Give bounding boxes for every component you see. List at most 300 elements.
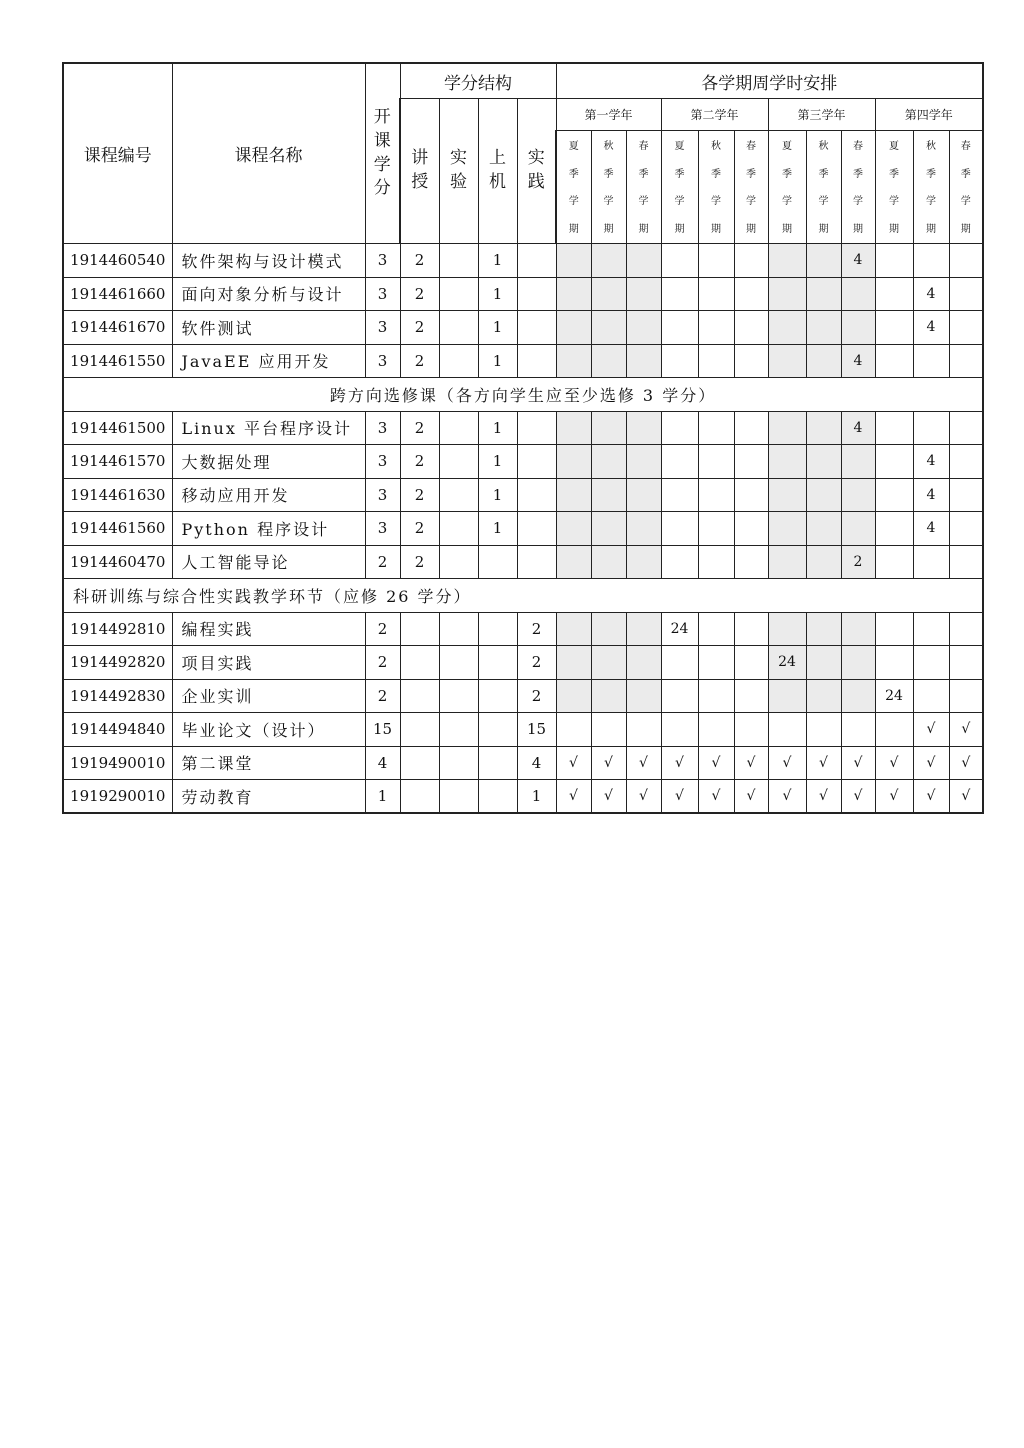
semester-hours [698,478,734,512]
practice-credit: 15 [517,713,556,747]
semester-hours [806,311,841,345]
semester-hours [734,344,768,378]
course-name: Python 程序设计 [172,512,365,546]
header-credits-text: 开课学分 [373,106,391,199]
lab-credit [439,545,478,579]
semester-hours: √ [734,746,768,780]
course-name: 劳动教育 [172,780,365,814]
table-row [63,311,983,345]
course-credit: 2 [365,612,400,646]
table-row [63,478,983,512]
lab-credit [439,512,478,546]
header-lecture-text: 讲授 [411,148,429,192]
course-name: 项目实践 [172,646,365,680]
semester-hours [875,713,913,747]
practice-credit: 1 [517,780,556,814]
course-credit: 3 [365,311,400,345]
semester-hours [875,277,913,311]
header-schedule: 各学期周学时安排 [556,63,983,99]
header-semester-text: 秋季学期 [818,141,829,235]
semester-hours [806,612,841,646]
course-credit: 3 [365,244,400,278]
course-schedule-table [62,62,984,814]
course-code: 1914492820 [63,646,172,680]
semester-hours: √ [556,780,591,814]
lab-credit [439,277,478,311]
semester-hours [734,713,768,747]
semester-hours [734,478,768,512]
semester-hours [949,512,983,546]
semester-hours: √ [661,746,698,780]
semester-hours [806,646,841,680]
lecture-credit [400,679,439,713]
semester-hours: √ [913,746,949,780]
semester-hours: √ [841,780,875,814]
course-code: 1914461550 [63,344,172,378]
table-header [63,63,983,244]
semester-hours [768,277,806,311]
header-credits [365,63,400,244]
semester-hours [698,411,734,445]
semester-hours [949,411,983,445]
header-semester-8 [806,131,841,244]
semester-hours [806,445,841,479]
header-course-code: 课程编号 [63,63,172,244]
course-code: 1914460470 [63,545,172,579]
table-row [63,679,983,713]
semester-hours: √ [949,746,983,780]
semester-hours [734,612,768,646]
semester-hours [626,679,661,713]
course-credit: 2 [365,679,400,713]
course-code: 1914461500 [63,411,172,445]
semester-hours [698,713,734,747]
table-row [63,244,983,278]
lecture-credit [400,646,439,680]
table-row [63,612,983,646]
course-code: 1914492810 [63,612,172,646]
semester-hours [913,545,949,579]
table-row [63,646,983,680]
course-name: 大数据处理 [172,445,365,479]
header-semester-10 [875,131,913,244]
semester-hours [661,545,698,579]
semester-hours [875,646,913,680]
semester-hours: √ [734,780,768,814]
semester-hours [626,411,661,445]
section-title: 科研训练与综合性实践教学环节（应修 26 学分） [63,579,983,613]
course-code: 1914460540 [63,244,172,278]
semester-hours [591,713,626,747]
header-semester-1 [556,131,591,244]
header-semester-text: 秋季学期 [926,141,936,235]
semester-hours [875,478,913,512]
semester-hours [661,646,698,680]
semester-hours [556,445,591,479]
semester-hours [768,545,806,579]
semester-hours [806,344,841,378]
semester-hours: √ [698,780,734,814]
course-credit: 3 [365,478,400,512]
semester-hours [768,344,806,378]
semester-hours [661,244,698,278]
semester-hours [626,478,661,512]
semester-hours: √ [806,746,841,780]
semester-hours [768,679,806,713]
semester-hours [661,411,698,445]
semester-hours [913,244,949,278]
semester-hours [949,277,983,311]
semester-hours [841,612,875,646]
semester-hours [626,311,661,345]
practice-credit: 4 [517,746,556,780]
computer-credit: 1 [478,411,517,445]
semester-hours [841,277,875,311]
semester-hours: √ [841,746,875,780]
course-name: 软件测试 [172,311,365,345]
course-credit: 1 [365,780,400,814]
semester-hours [556,311,591,345]
lab-credit [439,344,478,378]
lab-credit [439,713,478,747]
header-year-2: 第二学年 [661,99,768,131]
table-row [63,713,983,747]
semester-hours [734,311,768,345]
semester-hours [949,311,983,345]
lecture-credit [400,612,439,646]
semester-hours [734,277,768,311]
semester-hours [841,512,875,546]
header-semester-text: 春季学期 [638,141,649,235]
lab-credit [439,445,478,479]
computer-credit: 1 [478,244,517,278]
computer-credit: 1 [478,277,517,311]
course-credit: 3 [365,512,400,546]
semester-hours [626,344,661,378]
table-row [63,746,983,780]
section-row [63,579,983,613]
header-semester-text: 春季学期 [746,141,756,235]
semester-hours [698,445,734,479]
course-code: 1914461560 [63,512,172,546]
header-semester-2 [591,131,626,244]
semester-hours: 2 [841,545,875,579]
semester-hours [591,646,626,680]
semester-hours [768,478,806,512]
semester-hours [556,244,591,278]
header-course-name: 课程名称 [172,63,365,244]
lab-credit [439,646,478,680]
semester-hours [661,445,698,479]
practice-credit [517,344,556,378]
semester-hours: √ [806,780,841,814]
lab-credit [439,478,478,512]
header-credit-structure: 学分结构 [400,63,556,99]
computer-credit: 1 [478,512,517,546]
header-semester-text: 春季学期 [853,141,863,235]
lecture-credit: 2 [400,311,439,345]
computer-credit: 1 [478,344,517,378]
table-body [63,244,983,814]
semester-hours [626,244,661,278]
semester-hours [913,646,949,680]
table-row [63,411,983,445]
practice-credit [517,545,556,579]
semester-hours [591,344,626,378]
semester-hours [626,545,661,579]
lecture-credit: 2 [400,277,439,311]
table-row [63,545,983,579]
header-year-1: 第一学年 [556,99,661,131]
header-semester-text: 夏季学期 [782,141,792,235]
semester-hours [913,344,949,378]
semester-hours [734,445,768,479]
header-semester-text: 秋季学期 [711,141,721,235]
semester-hours: √ [913,713,949,747]
header-semester-text: 夏季学期 [889,141,899,235]
semester-hours [875,344,913,378]
semester-hours [661,277,698,311]
section-row [63,378,983,412]
semester-hours: √ [626,746,661,780]
header-year-4: 第四学年 [875,99,983,131]
semester-hours: √ [875,780,913,814]
semester-hours [734,545,768,579]
semester-hours [806,545,841,579]
semester-hours [698,612,734,646]
lab-credit [439,746,478,780]
lab-credit [439,311,478,345]
practice-credit: 2 [517,679,556,713]
semester-hours [591,244,626,278]
lecture-credit: 2 [400,545,439,579]
semester-hours [841,679,875,713]
semester-hours [949,646,983,680]
semester-hours [591,445,626,479]
lab-credit [439,612,478,646]
practice-credit: 2 [517,612,556,646]
course-credit: 3 [365,344,400,378]
semester-hours [875,311,913,345]
semester-hours [841,478,875,512]
practice-credit [517,311,556,345]
semester-hours [661,512,698,546]
semester-hours: √ [591,746,626,780]
semester-hours [875,612,913,646]
computer-credit [478,713,517,747]
header-semester-3 [626,131,661,244]
semester-hours [698,311,734,345]
semester-hours [626,445,661,479]
semester-hours [949,612,983,646]
course-code: 1914494840 [63,713,172,747]
semester-hours [661,478,698,512]
semester-hours: √ [768,746,806,780]
semester-hours: √ [698,746,734,780]
semester-hours [734,244,768,278]
course-credit: 2 [365,646,400,680]
header-semester-6 [734,131,768,244]
lecture-credit: 2 [400,445,439,479]
semester-hours [734,679,768,713]
semester-hours [841,445,875,479]
semester-hours [556,277,591,311]
header-semester-5 [698,131,734,244]
semester-hours [698,545,734,579]
course-name: 移动应用开发 [172,478,365,512]
semester-hours [591,612,626,646]
semester-hours: √ [913,780,949,814]
semester-hours: 4 [841,244,875,278]
computer-credit: 1 [478,445,517,479]
header-semester-12 [949,131,983,244]
header-lab-text: 实验 [449,148,467,192]
practice-credit [517,445,556,479]
semester-hours [949,445,983,479]
header-semester-text: 秋季学期 [603,141,614,235]
semester-hours [626,612,661,646]
semester-hours [806,478,841,512]
semester-hours [841,713,875,747]
course-name: Linux 平台程序设计 [172,411,365,445]
course-credit: 3 [365,445,400,479]
computer-credit [478,780,517,814]
semester-hours [626,277,661,311]
semester-hours: 24 [661,612,698,646]
practice-credit [517,277,556,311]
semester-hours: √ [768,780,806,814]
semester-hours: 4 [913,311,949,345]
semester-hours: 4 [841,411,875,445]
header-semester-text: 春季学期 [960,141,971,235]
semester-hours: √ [949,780,983,814]
semester-hours [768,311,806,345]
practice-credit [517,478,556,512]
course-name: 编程实践 [172,612,365,646]
computer-credit [478,646,517,680]
course-name: 软件架构与设计模式 [172,244,365,278]
semester-hours [913,679,949,713]
computer-credit [478,612,517,646]
semester-hours: √ [661,780,698,814]
semester-hours [698,679,734,713]
table-row [63,780,983,814]
semester-hours [768,411,806,445]
header-semester-text: 夏季学期 [674,141,685,235]
semester-hours [806,713,841,747]
table-row [63,277,983,311]
lecture-credit: 2 [400,344,439,378]
course-name: 毕业论文（设计） [172,713,365,747]
semester-hours [768,244,806,278]
course-credit: 4 [365,746,400,780]
semester-hours [875,445,913,479]
header-semester-11 [913,131,949,244]
header-lecture [400,99,439,244]
semester-hours [661,344,698,378]
lecture-credit: 2 [400,244,439,278]
lecture-credit: 2 [400,512,439,546]
semester-hours [591,512,626,546]
header-computer-text: 上机 [488,148,506,192]
semester-hours [875,545,913,579]
semester-hours [949,679,983,713]
lecture-credit [400,746,439,780]
lecture-credit: 2 [400,478,439,512]
semester-hours [841,646,875,680]
semester-hours [556,646,591,680]
computer-credit [478,746,517,780]
semester-hours [591,277,626,311]
semester-hours [768,713,806,747]
computer-credit: 1 [478,311,517,345]
semester-hours [591,679,626,713]
computer-credit [478,545,517,579]
practice-credit: 2 [517,646,556,680]
semester-hours [806,277,841,311]
semester-hours [698,646,734,680]
semester-hours [949,344,983,378]
semester-hours [913,612,949,646]
course-code: 1914461570 [63,445,172,479]
section-title: 跨方向选修课（各方向学生应至少选修 3 学分） [63,378,983,412]
semester-hours: 4 [913,478,949,512]
course-code: 1914492830 [63,679,172,713]
semester-hours [875,512,913,546]
header-year-3: 第三学年 [768,99,875,131]
semester-hours [556,545,591,579]
semester-hours [661,311,698,345]
computer-credit: 1 [478,478,517,512]
semester-hours [626,646,661,680]
course-code: 1919290010 [63,780,172,814]
semester-hours [591,545,626,579]
course-credit: 3 [365,411,400,445]
practice-credit [517,411,556,445]
course-credit: 2 [365,545,400,579]
semester-hours [768,512,806,546]
semester-hours [661,679,698,713]
course-code: 1919490010 [63,746,172,780]
table-row [63,445,983,479]
semester-hours [698,277,734,311]
header-practice-text: 实践 [527,148,545,192]
semester-hours [556,713,591,747]
semester-hours [949,478,983,512]
semester-hours [556,478,591,512]
semester-hours [875,411,913,445]
semester-hours: 4 [913,277,949,311]
semester-hours: √ [626,780,661,814]
semester-hours [841,311,875,345]
semester-hours [556,512,591,546]
header-semester-7 [768,131,806,244]
header-practice [517,99,556,244]
semester-hours: 4 [913,512,949,546]
practice-credit [517,244,556,278]
table-row [63,512,983,546]
semester-hours [734,512,768,546]
course-credit: 3 [365,277,400,311]
semester-hours: √ [949,713,983,747]
semester-hours [698,344,734,378]
semester-hours: √ [591,780,626,814]
semester-hours [806,244,841,278]
course-name: 面向对象分析与设计 [172,277,365,311]
course-name: 人工智能导论 [172,545,365,579]
computer-credit [478,679,517,713]
semester-hours [591,411,626,445]
